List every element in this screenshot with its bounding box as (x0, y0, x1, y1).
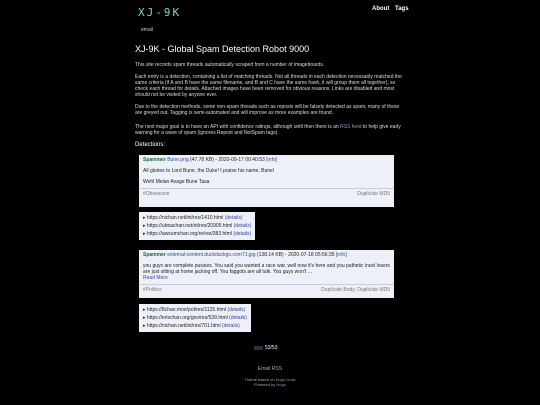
intro-paragraph-4 (135, 124, 403, 136)
list-item: ▸ https://nichan.net/int/res/1410.html (details) (143, 215, 243, 221)
page-indicator: 53/53 (265, 345, 278, 351)
detection-footer (139, 188, 394, 199)
thread-list (139, 304, 251, 332)
rss-link[interactable]: RSS feed (340, 124, 362, 130)
detections-heading: Detections: (135, 142, 166, 148)
spammer-label: Spammer (143, 157, 166, 163)
footer-text: Powered by (254, 382, 277, 387)
filename: Bune.png (167, 157, 189, 163)
detection-footer (139, 284, 394, 295)
thread-url: https://nichan.net/int/res/1410.html (146, 215, 224, 221)
thread-url: https://erischan.org/gov/res/539.html (146, 315, 228, 321)
detection-header (139, 250, 394, 260)
post-text: Wehl Melan Avage Bune Tasa (143, 179, 210, 185)
intro-text: to help give early warning for a wave of spam (ignores Repost and NotSpam tags). (135, 124, 401, 136)
detection-reason: Duplicate MD5 (357, 191, 390, 197)
thread-url: https://awsumchan.org/re/res/383.html (146, 231, 232, 237)
file-meta: (47.78 KB) - 2020-09-17 00:40:53 (190, 157, 265, 163)
detection-card (139, 250, 394, 298)
thread-url: https://8chan.moe/pol/res/1125.html (146, 307, 227, 313)
hugo-link[interactable]: Hugo (276, 382, 286, 387)
prev-page-button[interactable] (254, 346, 263, 350)
pagination (254, 345, 278, 351)
intro-paragraph-1: This site records spam threads automatically scraped from a number of imageboards. (135, 62, 325, 68)
nav-tags[interactable]: Tags (395, 6, 409, 12)
list-item: ▸ https://uboachan.net/ot/res/20905.html (details) (143, 223, 252, 229)
detection-card (139, 155, 394, 207)
detection-body (139, 165, 394, 188)
detection-reason: Duplicate Body, Duplicate MD5 (321, 287, 390, 293)
post-text: you guys are complete pussies. You said you wanted a race war, well now it's here and you pathetic incel losers are just sitting at home jacking off. You faggots are all talk. You guys won't … (143, 263, 390, 275)
footer-links[interactable]: Email RSS (257, 366, 283, 372)
list-item: ▸ https://awsumchan.org/re/res/383.html (details) (143, 231, 252, 237)
details-link[interactable]: (details) (233, 223, 252, 229)
footer-text: Theme based on (244, 377, 276, 382)
tag-link[interactable]: #Politics (143, 287, 162, 293)
detection-body (139, 260, 394, 284)
list-item: ▸ https://nichan.net/int/res/701.html (details) (143, 323, 240, 329)
post-text: All glories to Lord Bune, the Duke! I praise his name, Bune! (143, 168, 275, 174)
details-link[interactable]: (details) (233, 231, 252, 237)
intro-paragraph-2: Each entry is a detection, containing a list of matching threads. Not all threads in each detection necessarily matched the same criteria (if A and B have the same filename, and B and C have the same hash, it will group them all together), so check each thread for details. Attached images have been removed for obvious reasons. Links are disabled and most should not be visited by anyone ever. (135, 74, 402, 98)
filename: external-content.duckduckgo.com71.jpg (167, 252, 256, 258)
hugo-dusk-link[interactable]: Hugo Dusk (275, 377, 296, 382)
file-meta: (138.14 KB) - 2020-07-18 05:56:35 (256, 252, 335, 258)
page-title: XJ-9K - Global Spam Detection Robot 9000 (135, 44, 310, 54)
intro-paragraph-3: Due to the detection methods, some non-spam threads such as reposts will be falsely detected as spam, many of these are greyed out. Tagging is semi-automated and will improve as more examples are found. (135, 104, 400, 116)
tag-link[interactable]: #Obsession (143, 191, 170, 197)
details-link[interactable]: (details) (221, 323, 240, 329)
thread-list (139, 212, 255, 240)
spammer-label: Spammer (143, 252, 166, 258)
read-more-link[interactable]: Read More (143, 275, 168, 281)
details-link[interactable]: (details) (229, 315, 247, 321)
list-item: ▸ https://erischan.org/gov/res/539.html (details) (143, 315, 247, 321)
detection-header (139, 155, 394, 165)
intro-text: The next major goal is to have an API with confidence ratings, although until then there is an (135, 124, 341, 130)
thread-url: https://uboachan.net/ot/res/20905.html (146, 223, 233, 229)
email-link[interactable]: email (141, 27, 153, 33)
site-logo[interactable]: XJ-9K (138, 6, 182, 19)
info-link[interactable]: [info] (335, 252, 347, 258)
info-link[interactable]: [info] (266, 157, 278, 163)
nav-about[interactable]: About (372, 6, 390, 12)
details-link[interactable]: (details) (224, 215, 243, 221)
list-item: ▸ https://8chan.moe/pol/res/1125.html (details) (143, 307, 246, 313)
top-nav (368, 6, 409, 12)
footer-powered (0, 382, 540, 387)
thread-url: https://nichan.net/int/res/701.html (146, 323, 221, 329)
details-link[interactable]: (details) (227, 307, 246, 313)
